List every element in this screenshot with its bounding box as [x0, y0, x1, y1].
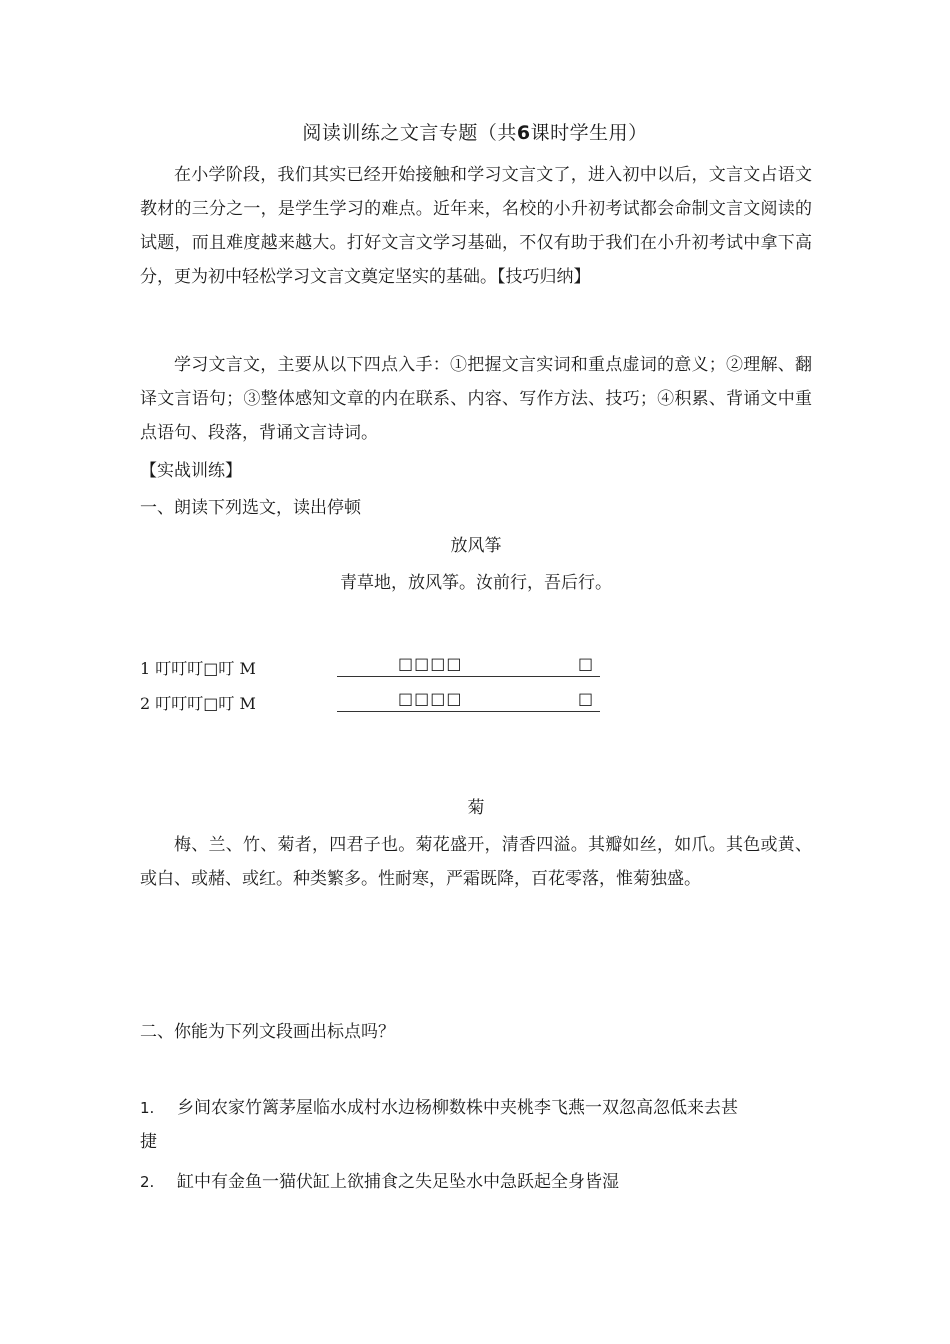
title-number: 6	[516, 122, 531, 144]
passage-title: 菊	[467, 798, 485, 818]
answer-underline	[337, 711, 600, 712]
section1-heading: 一、朗读下列选文，读出停顿	[140, 498, 361, 518]
punctuation-item-1	[140, 1091, 812, 1159]
answer-row-2	[140, 687, 610, 717]
item-text: 缸中有金鱼一猫伏缸上欲捕食之失足坠水中急跃起全身皆湿	[177, 1172, 619, 1192]
answer-row-label: 2 叮叮叮□叮 M	[140, 694, 256, 713]
punctuation-item-2	[140, 1165, 812, 1199]
poem-text: 青草地，放风筝。汝前行，吾后行。	[340, 573, 612, 593]
tips-paragraph: 学习文言文，主要从以下四点入手：①把握文言实词和重点虚词的意义；②理解、翻译文言语句；③整体感知文章的内在联系、内容、写作方法、技巧；④积累、背诵文中重点语句、段落，背诵文言诗词。	[140, 355, 812, 443]
title-prefix: 阅读训练之文言专题（共	[302, 122, 517, 144]
poem-title: 放风筝	[450, 536, 502, 556]
item-text-continued: 捷	[140, 1132, 157, 1152]
item-number: 1.	[140, 1099, 155, 1117]
intro-paragraph: 在小学阶段，我们其实已经开始接触和学习文言文了，进入初中以后，文言文占语文教材的三分之一，是学生学习的难点。近年来，名校的小升初考试都会命制文言文阅读的试题，而且难度越来越大。打好文言文学习基础，不仅有助于我们在小升初考试中拿下高分，更为初中轻松学习文言文奠定坚实的基础。【技巧归纳】	[140, 165, 812, 287]
answer-end-box: □	[578, 654, 594, 673]
answer-end-box: □	[578, 689, 594, 708]
practice-heading: 【实战训练】	[140, 461, 242, 481]
title-suffix: 课时学生用）	[530, 122, 648, 144]
item-text: 乡间农家竹篱茅屋临水成村水边杨柳数株中夹桃李飞燕一双忽高忽低来去甚	[177, 1098, 738, 1118]
answer-row-1	[140, 652, 610, 682]
answer-row-label: 1 叮叮叮□叮 M	[140, 659, 256, 678]
section2-heading: 二、你能为下列文段画出标点吗？	[140, 1022, 395, 1042]
document-title	[0, 118, 950, 145]
passage-text: 梅、兰、竹、菊者，四君子也。菊花盛开，清香四溢。其瓣如丝，如爪。其色或黄、或白、或赭、或红。种类繁多。性耐寒，严霜既降，百花零落，惟菊独盛。	[140, 835, 812, 889]
answer-underline	[337, 676, 600, 677]
answer-boxes: □□□□	[398, 689, 463, 708]
answer-boxes: □□□□	[398, 654, 463, 673]
item-number: 2.	[140, 1173, 155, 1191]
